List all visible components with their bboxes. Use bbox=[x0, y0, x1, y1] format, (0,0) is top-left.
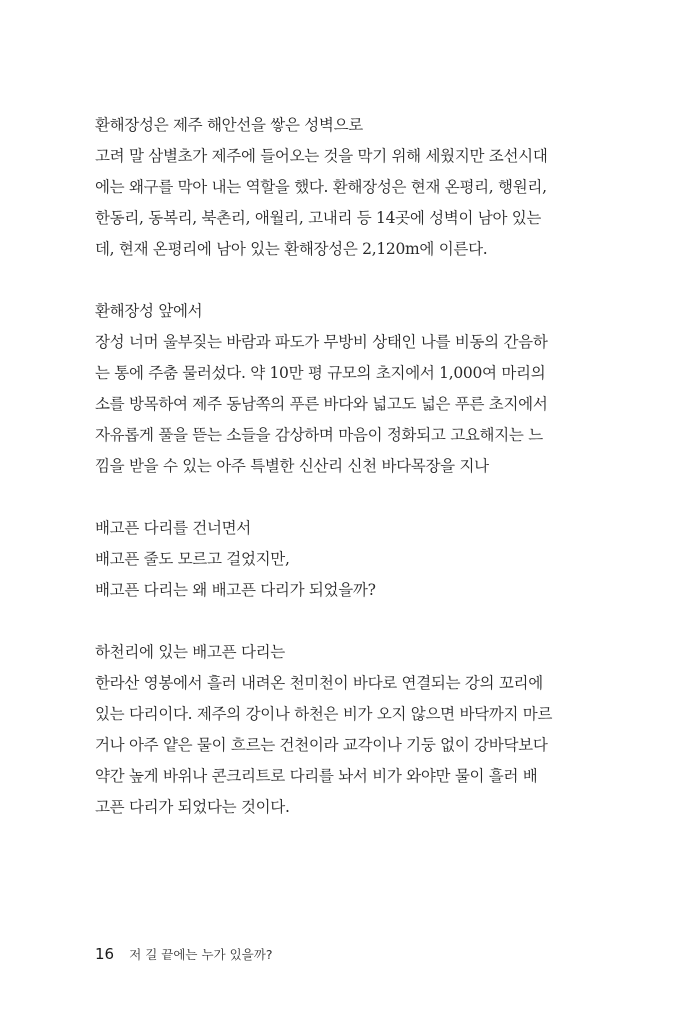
body-line: 거나 아주 얕은 물이 흐르는 건천이라 교각이나 기둥 없이 강바닥보다 bbox=[95, 736, 548, 754]
section-heading: 하천리에 있는 배고픈 다리는 bbox=[95, 643, 285, 661]
body-line: 한라산 영봉에서 흘러 내려온 천미천이 바다로 연결되는 강의 꼬리에 bbox=[95, 674, 543, 692]
section-crossing-bridge bbox=[95, 513, 595, 606]
body-line: 한동리, 동복리, 북촌리, 애월리, 고내리 등 14곳에 성벽이 남아 있는 bbox=[95, 209, 542, 227]
body-line: 소를 방목하여 제주 동남쪽의 푸른 바다와 넓고도 넓은 푸른 초지에서 bbox=[95, 395, 548, 413]
body-line: 데, 현재 온평리에 남아 있는 환해장성은 2,120m에 이른다. bbox=[95, 240, 488, 258]
section-in-front-of-wall bbox=[95, 296, 595, 482]
section-coastal-wall bbox=[95, 110, 595, 265]
body-line: 는 통에 주춤 물러섰다. 약 10만 평 규모의 초지에서 1,000여 마리의 bbox=[95, 364, 546, 382]
body-line: 장성 너머 울부짖는 바람과 파도가 무방비 상태인 나를 비동의 간음하 bbox=[95, 333, 548, 351]
body-line: 있는 다리이다. 제주의 강이나 하천은 비가 오지 않으면 바닥까지 마르 bbox=[95, 705, 553, 723]
page-number: 16 bbox=[95, 945, 115, 963]
section-heading: 환해장성은 제주 해안선을 쌓은 성벽으로 bbox=[95, 116, 363, 134]
section-heading: 환해장성 앞에서 bbox=[95, 302, 203, 320]
page-footer bbox=[95, 944, 272, 964]
section-heading: 배고픈 다리를 건너면서 bbox=[95, 519, 251, 537]
body-line: 약간 높게 바위나 콘크리트로 다리를 놔서 비가 와야만 물이 흘러 배 bbox=[95, 767, 538, 785]
section-hacheon-bridge bbox=[95, 637, 595, 823]
body-line: 에는 왜구를 막아 내는 역할을 했다. 환해장성은 현재 온평리, 행원리, bbox=[95, 178, 547, 196]
body-line: 자유롭게 풀을 뜯는 소들을 감상하며 마음이 정화되고 고요해지는 느 bbox=[95, 426, 543, 444]
body-line: 고픈 다리가 되었다는 것이다. bbox=[95, 798, 290, 816]
body-line: 고려 말 삼별초가 제주에 들어오는 것을 막기 위해 세웠지만 조선시대 bbox=[95, 147, 548, 165]
body-line: 배고픈 다리는 왜 배고픈 다리가 되었을까? bbox=[95, 581, 376, 599]
running-title: 저 길 끝에는 누가 있을까? bbox=[129, 947, 273, 962]
body-line: 낌을 받을 수 있는 아주 특별한 신산리 신천 바다목장을 지나 bbox=[95, 457, 489, 475]
body-line: 배고픈 줄도 모르고 걸었지만, bbox=[95, 550, 290, 568]
